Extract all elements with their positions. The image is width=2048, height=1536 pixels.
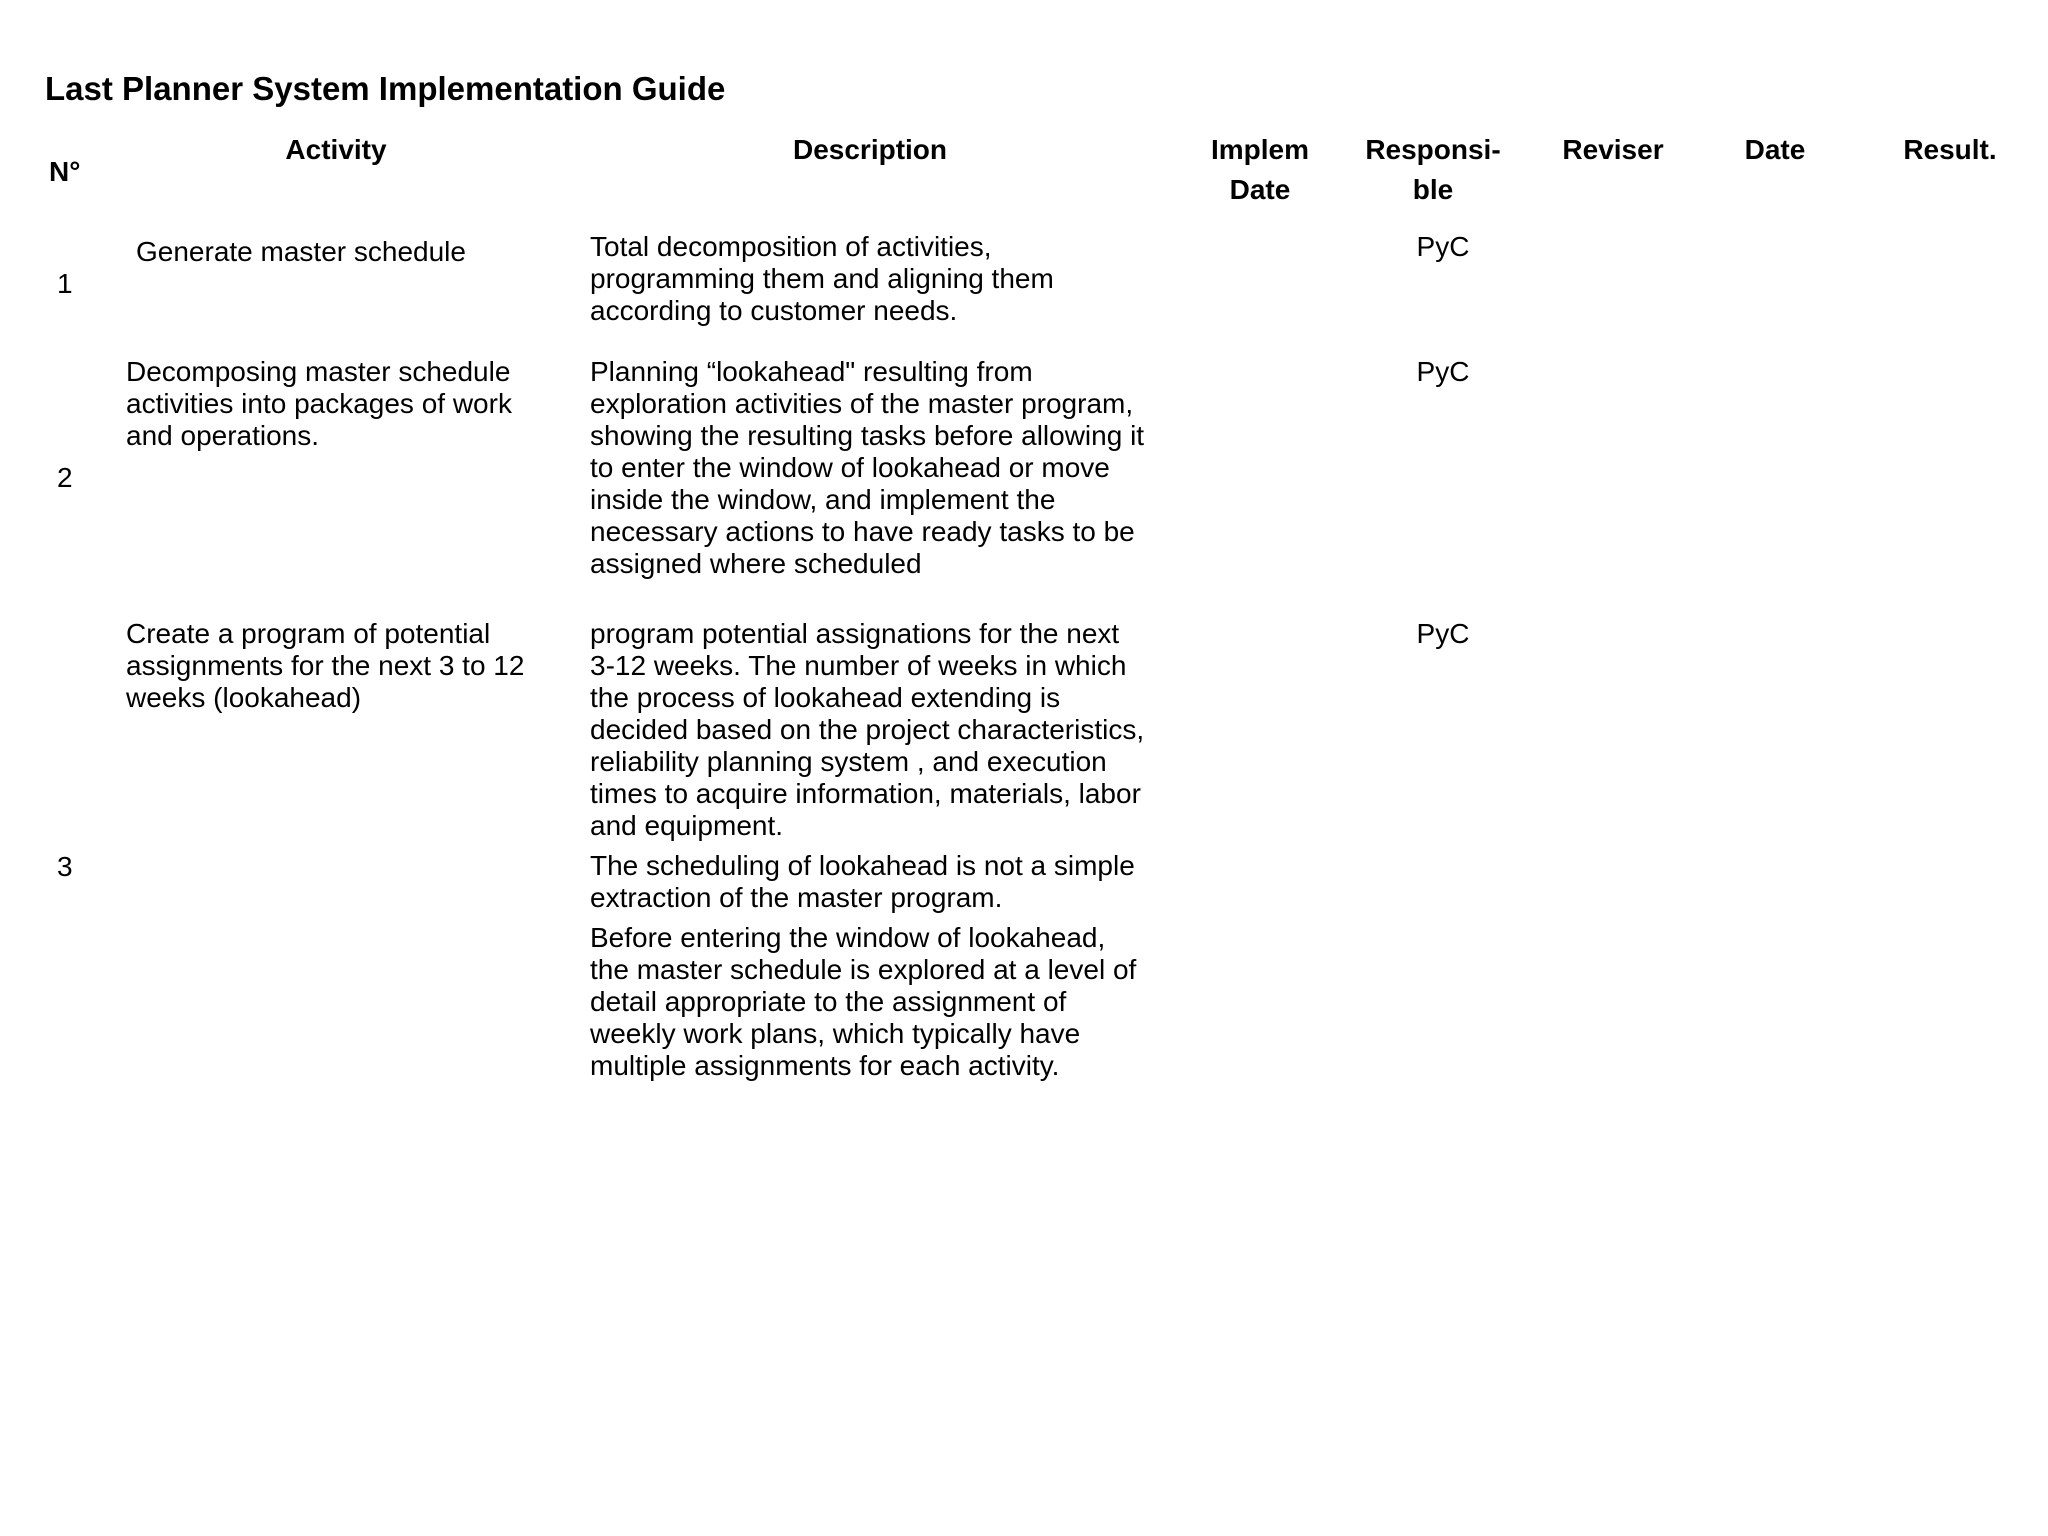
row-1-number: 1 bbox=[57, 268, 73, 299]
header-implem-date-line-1: Implem bbox=[1210, 134, 1310, 165]
header-date bbox=[1715, 130, 1835, 170]
row-3-description-line: detail appropriate to the assignment of bbox=[590, 986, 1067, 1017]
row-2-activity-line: activities into packages of work bbox=[126, 388, 512, 419]
row-3-description-line: extraction of the master program. bbox=[590, 882, 1003, 913]
row-3-description-paragraph-1 bbox=[590, 618, 1144, 842]
row-2-description-line: showing the resulting tasks before allowing it bbox=[590, 420, 1145, 451]
row-2-description-line: necessary actions to have ready tasks to be bbox=[590, 516, 1135, 547]
row-3-description bbox=[590, 618, 1144, 1082]
row-2-activity-line: Decomposing master schedule bbox=[126, 356, 511, 387]
row-3-description-line: the process of lookahead extending is bbox=[590, 682, 1061, 713]
row-2-responsible: PyC bbox=[1416, 356, 1470, 387]
header-implem-date bbox=[1190, 130, 1330, 210]
row-2-description-paragraph-1 bbox=[590, 356, 1144, 580]
row-3-description-line: the master schedule is explored at a level of bbox=[590, 954, 1137, 985]
header-date-label: Date bbox=[1744, 134, 1806, 165]
row-1-activity bbox=[136, 236, 466, 268]
row-2-activity bbox=[126, 356, 512, 452]
row-3-description-line: and equipment. bbox=[590, 810, 784, 841]
page-title: Last Planner System Implementation Guide bbox=[45, 70, 726, 107]
header-number-label: N° bbox=[49, 156, 81, 187]
header-result-label: Result. bbox=[1903, 134, 1997, 165]
header-activity bbox=[236, 130, 436, 170]
row-1-description-line: Total decomposition of activities, bbox=[590, 231, 992, 262]
header-result bbox=[1880, 130, 2020, 170]
row-3-activity-line: weeks (lookahead) bbox=[126, 682, 362, 713]
header-responsible-line-2: ble bbox=[1412, 174, 1454, 205]
header-number bbox=[49, 152, 80, 192]
row-3-number: 3 bbox=[57, 851, 73, 882]
row-1-description-line: programming them and aligning them bbox=[590, 263, 1054, 294]
row-1-responsible: PyC bbox=[1416, 231, 1470, 262]
row-1-description-paragraph-1 bbox=[590, 231, 1054, 327]
row-2-number: 2 bbox=[57, 462, 73, 493]
row-1-activity-line: Generate master schedule bbox=[136, 236, 466, 267]
row-3-description-line: decided based on the project characteristics, bbox=[590, 714, 1145, 745]
header-responsible bbox=[1353, 130, 1513, 210]
row-3-description-line: times to acquire information, materials, labor bbox=[590, 778, 1141, 809]
row-3-description-paragraph-2 bbox=[590, 850, 1144, 914]
row-3-description-line: program potential assignations for the next bbox=[590, 618, 1120, 649]
row-3-activity bbox=[126, 618, 524, 714]
row-3-activity-line: assignments for the next 3 to 12 bbox=[126, 650, 525, 681]
row-3-description-line: reliability planning system , and execution bbox=[590, 746, 1107, 777]
header-description-label: Description bbox=[792, 134, 948, 165]
row-2-description-line: assigned where scheduled bbox=[590, 548, 922, 579]
header-reviser-label: Reviser bbox=[1562, 134, 1664, 165]
row-3-activity-line: Create a program of potential bbox=[126, 618, 491, 649]
row-1-description-line: according to customer needs. bbox=[590, 295, 958, 326]
row-3-description-paragraph-3 bbox=[590, 922, 1144, 1082]
header-responsible-line-1: Responsi- bbox=[1365, 134, 1501, 165]
header-description bbox=[750, 130, 990, 170]
row-3-description-line: The scheduling of lookahead is not a simple bbox=[590, 850, 1135, 881]
header-activity-label: Activity bbox=[285, 134, 387, 165]
header-implem-date-line-2: Date bbox=[1229, 174, 1291, 205]
row-3-description-line: 3-12 weeks. The number of weeks in which bbox=[590, 650, 1127, 681]
row-3-responsible: PyC bbox=[1416, 618, 1470, 649]
row-2-description bbox=[590, 356, 1144, 580]
row-2-description-line: to enter the window of lookahead or move bbox=[590, 452, 1110, 483]
row-2-description-line: exploration activities of the master program, bbox=[590, 388, 1134, 419]
row-1-description bbox=[590, 231, 1054, 327]
row-2-description-line: Planning “lookahead" resulting from bbox=[590, 356, 1033, 387]
row-3-description-line: weekly work plans, which typically have bbox=[590, 1018, 1081, 1049]
row-2-activity-line: and operations. bbox=[126, 420, 320, 451]
header-reviser bbox=[1543, 130, 1683, 170]
row-3-description-line: multiple assignments for each activity. bbox=[590, 1050, 1060, 1081]
row-3-description-line: Before entering the window of lookahead, bbox=[590, 922, 1106, 953]
row-2-description-line: inside the window, and implement the bbox=[590, 484, 1056, 515]
